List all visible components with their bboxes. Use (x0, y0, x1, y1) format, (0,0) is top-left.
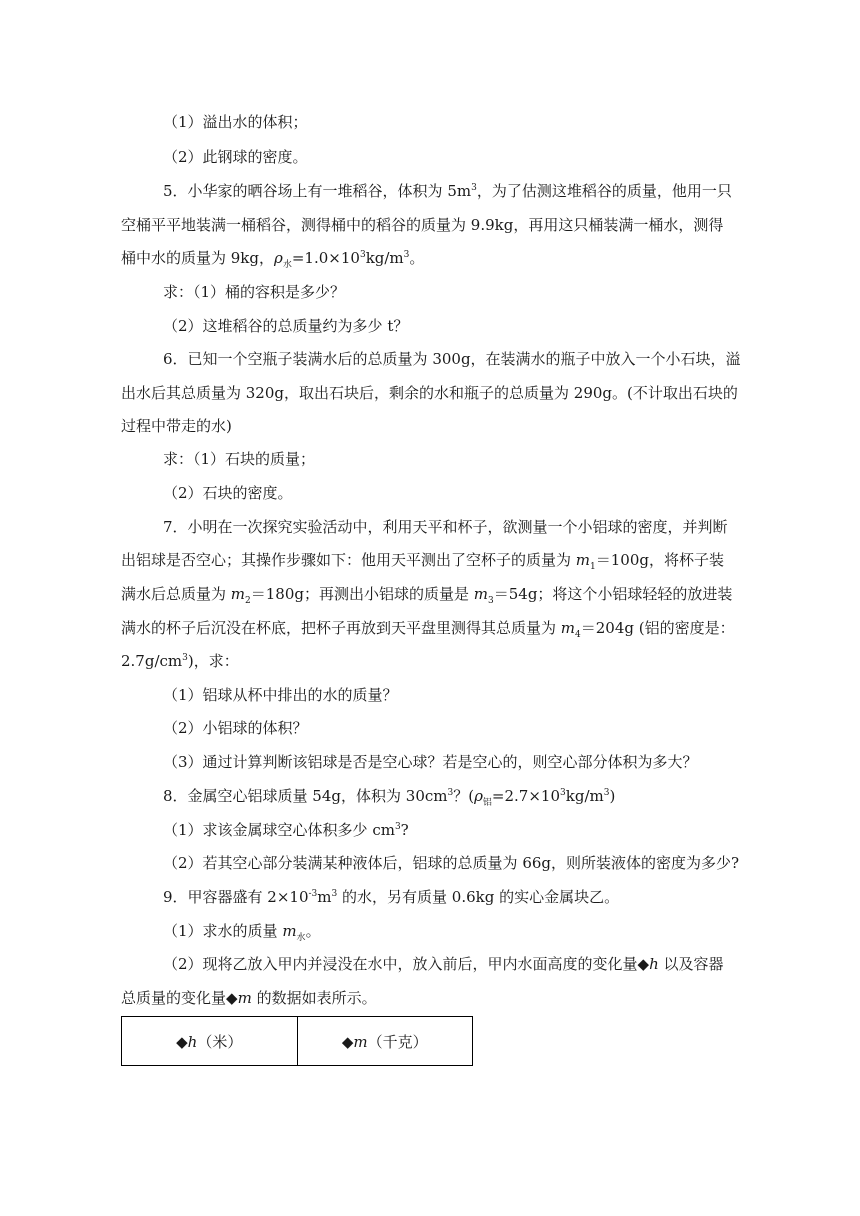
q7-line3: 满水后总质量为 $m_2=180g$；再测出小铝球的质量是 $m_3=54g$；将这个小铝球轻轻的放进装 (121, 585, 733, 606)
q7-line5: $2.7g/cm^3$)，求： (121, 652, 239, 670)
q9-ask2-line2: 总质量的变化量◆m 的数据如表所示。 (121, 989, 377, 1007)
q8-ask2: （2）若其空心部分装满某种液体后，铝球的总质量为 66g，则所装液体的密度为多少? (163, 854, 740, 872)
q7-line2: 出铝球是否空心；其操作步骤如下：他用天平测出了空杯子的质量为 $m_1=100g$，将杯子装 (121, 551, 724, 572)
q7-ask2: （2）小铝球的体积？ (163, 719, 308, 737)
q7-ask1: （1）铝球从杯中排出的水的质量？ (163, 686, 398, 704)
q8-ask1: （1）求该金属球空心体积多少 $cm^3$? (163, 821, 409, 839)
q5-ask2: （2）这堆稻谷的总质量约为多少 t？ (163, 317, 409, 335)
q6-ask1: 求：（1）石块的质量； (163, 450, 316, 468)
q5-ask1: 求：（1）桶的容积是多少？ (163, 283, 346, 301)
q5-line1: 5．小华家的晒谷场上有一堆稻谷，体积为 $5m^3$，为了估测这堆稻谷的质量，他用一只 (163, 182, 732, 200)
q5-line3: 桶中水的质量为 9kg，$\rho_水=1.0\times 10^3kg/m^3$。 (121, 249, 425, 270)
q7-line1: 7．小明在一次探究实验活动中，利用天平和杯子，欲测量一个小铝球的密度，并判断 (163, 518, 728, 536)
q9-ask2-line1: （2）现将乙放入甲内并浸没在水中，放入前后，甲内水面高度的变化量◆h 以及容器 (163, 955, 724, 973)
q9-line1: 9．甲容器盛有 $2\times 10^{-3}m^3$ 的水，另有质量 0.6kg 的实心金属块乙。 (163, 888, 620, 906)
table-header-delta-h: ◆h（米） (122, 1017, 298, 1066)
q6-ask2: （2）石块的密度。 (163, 484, 293, 502)
table-row (122, 1017, 473, 1066)
q4-part1: （1）溢出水的体积； (163, 113, 308, 131)
q7-ask3: （3）通过计算判断该铝球是否是空心球？若是空心的，则空心部分体积为多大？ (163, 753, 698, 771)
table-header-delta-m: ◆m（千克） (297, 1017, 473, 1066)
q7-line4: 满水的杯子后沉没在杯底，把杯子再放到天平盘里测得其总质量为 $m_4=204g$ (铝的密度是： (121, 619, 735, 640)
q9-ask1: （1）求水的质量 $m_水$。 (163, 922, 321, 943)
data-table (121, 1016, 473, 1066)
q8-line1: 8．金属空心铝球质量 54g，体积为 $30cm^3$？$(\rho_铝=2.7\times 10^3kg/m^3)$ (163, 787, 616, 808)
q6-line3: 过程中带走的水) (121, 417, 232, 435)
q4-part2: （2）此钢球的密度。 (163, 148, 308, 166)
q6-line1: 6．已知一个空瓶子装满水后的总质量为 300g，在装满水的瓶子中放入一个小石块，溢 (163, 350, 741, 368)
q5-line2: 空桶平平地装满一桶稻谷，测得桶中的稻谷的质量为 9.9kg，再用这只桶装满一桶水，测得 (121, 216, 724, 234)
q6-line2: 出水后其总质量为 320g，取出石块后，剩余的水和瓶子的总质量为 290g。(不计取出石块的 (121, 384, 738, 402)
